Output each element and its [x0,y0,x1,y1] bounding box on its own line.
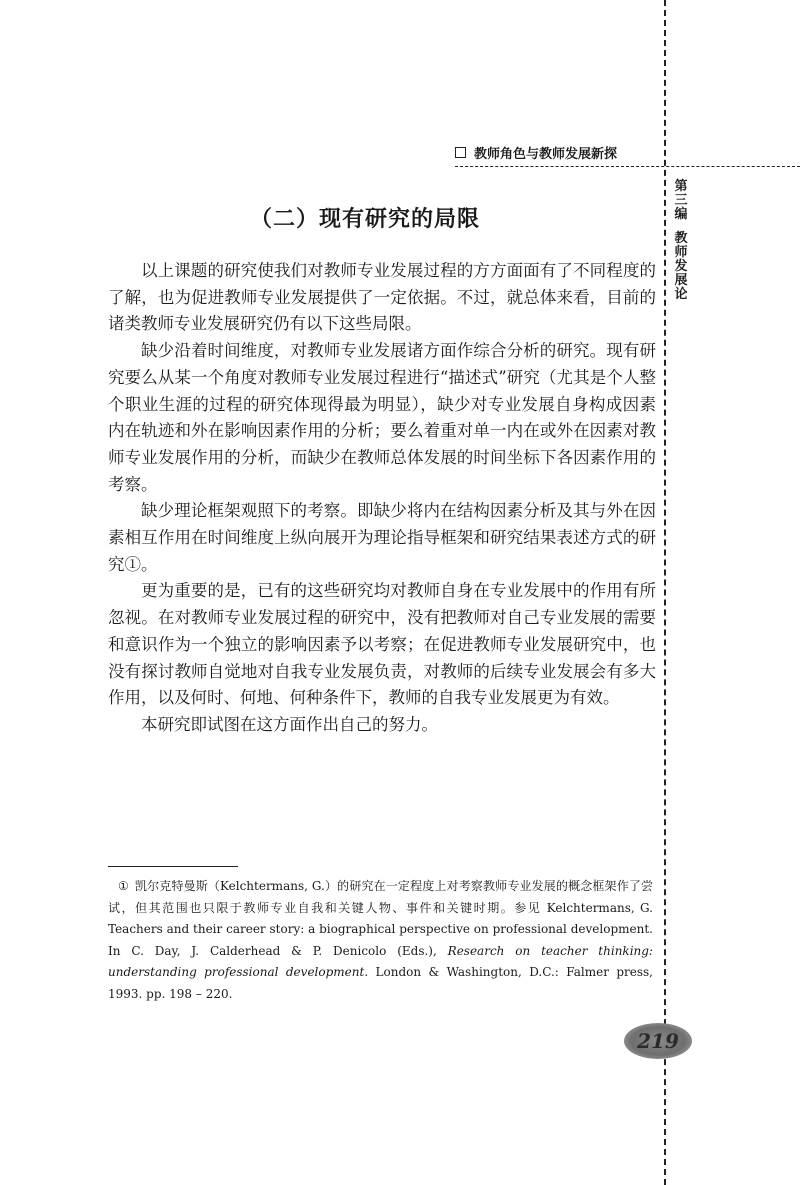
side-char: 编 [674,207,688,222]
paragraph: 缺少理论框架观照下的考察。即缺少将内在结构因素分析及其与外在因素相互作用在时间维度上纵向展开为理论指导框架和研究结果表述方式的研究①。 [108,501,656,574]
section-title: （二）现有研究的局限 [250,207,481,232]
running-title: 教师角色与教师发展新探 [474,146,618,162]
footnote-text-end: London & Washington, D.C.: Falmer press, 1993. pp. 198 – 220. [108,965,653,1001]
footnote-mark: ① [118,879,129,893]
square-icon [455,147,466,158]
side-char: 论 [674,287,688,302]
header-dashed-rule [455,166,800,167]
side-char: 教 [674,231,688,246]
paragraph: 缺少沿着时间维度，对教师专业发展诸方面作综合分析的研究。现有研究要么从某一个角度对教师专业发展过程进行“描述式”研究（尤其是个人整个职业生涯的过程的研究体现得最为明显），缺少对专业发展自身构成因素内在轨迹和外在影响因素作用的分析；要么着重对单一内在或外在因素对教师专业发展作用的分析，而缺少在教师总体发展的时间坐标下各因素作用的考察。 [108,341,656,494]
running-header [455,141,655,163]
footnote-text: 凯尔克特曼斯（Kelchtermans, G.）的研究在一定程度上对考察教师专业发展的概念框架作了尝试，但其范围也只限于教师专业自我和关键人物、事件和关键时期。参见 Kelchtermans, G. Teachers and their career story: a biographical perspective on professional development. In C. Day, J. Calderhead & P. Denicolo (Eds.), [108,879,654,958]
side-char: 三 [674,193,688,208]
body-text [108,258,656,739]
side-char: 师 [674,245,688,260]
side-char: 展 [674,273,688,288]
footnote [108,876,653,1005]
side-char: 第 [674,179,688,194]
page-number: 219 [624,1023,692,1059]
paragraph: 本研究即试图在这方面作出自己的努力。 [141,714,438,734]
footnote-italic-title: Research on teacher thinking: understanding professional development. [108,943,653,979]
footnote-rule [108,866,238,867]
side-part-label [672,180,690,302]
side-char: 发 [674,259,688,274]
paragraph: 以上课题的研究使我们对教师专业发展过程的方方面面有了不同程度的了解，也为促进教师专业发展提供了一定依据。不过，就总体来看，目前的诸类教师专业发展研究仍有以下这些局限。 [108,261,656,334]
paragraph: 更为重要的是，已有的这些研究均对教师自身在专业发展中的作用有所忽视。在对教师专业发展过程的研究中，没有把教师对自己专业发展的需要和意识作为一个独立的影响因素予以考察；在促进教师专业发展研究中，也没有探讨教师自觉地对自我专业发展负责，对教师的后续专业发展会有多大作用，以及何时、何地、何种条件下，教师的自我专业发展更为有效。 [108,581,656,708]
margin-dashed-line [664,0,666,1185]
